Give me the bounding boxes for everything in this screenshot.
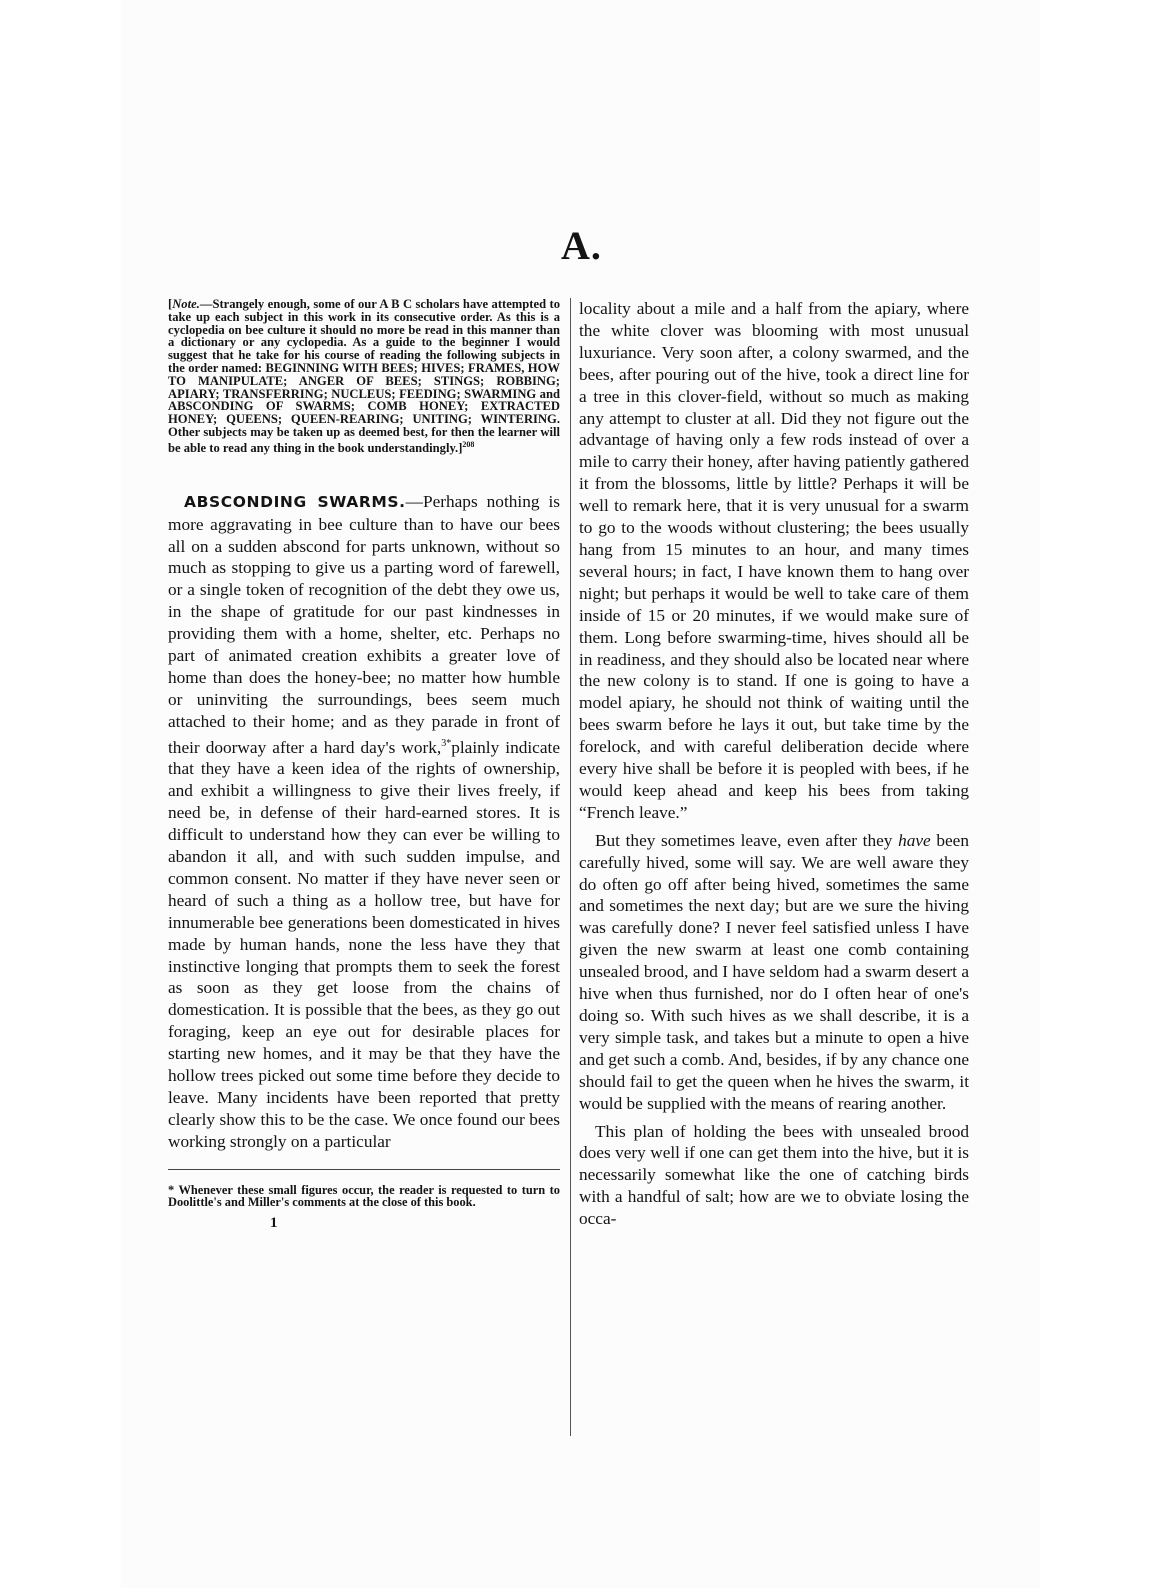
right-column xyxy=(579,298,969,1230)
note-label: Note. xyxy=(172,297,200,311)
editor-note xyxy=(168,298,560,455)
article-left-text xyxy=(168,491,560,1153)
right-paragraph-3: This plan of holding the bees with unsealed brood does very well if one can get them into the hive, but it is necessarily somewhat like the one of catching birds with a handful of salt; how are we to obviate losing the occa- xyxy=(579,1121,969,1229)
article-heading: ABSCONDING SWARMS. xyxy=(184,492,406,511)
article-text-part2: plainly indicate that they have a keen idea of the rights of ownership, and exhibit a willingness to give their lives freely, if need be, in defense of their hard-earned stores. It is difficult to understand how they can ever be willing to abandon it all, and with such sudden impulse, and common consent. No matter if they have never seen or heard of such a thing as a hollow tree, but have for innumerable bee generations been domesticated in hives made by human hands, none the less have they that instinctive longing that prompts them to seek the forest as soon as they get loose from the chains of domestication. It is possible that the bees, as they go out foraging, keep an eye out for desirable places for starting new homes, and it may be that they have the hollow trees picked out some time before they decide to leave. Many incidents have been reported that pretty clearly show this to be the case. We once found our bees working strongly on a particular xyxy=(168,737,560,1151)
section-letter-heading: A. xyxy=(561,223,602,268)
note-open-bracket: [ xyxy=(168,297,173,311)
note-reference: 208 xyxy=(462,439,475,449)
footnote-divider xyxy=(168,1169,560,1170)
right-paragraph-2-emphasis: have xyxy=(898,830,931,850)
column-divider xyxy=(570,298,571,1436)
page-number: 1 xyxy=(270,1214,278,1231)
comment-reference-mark: 3* xyxy=(441,737,452,749)
right-paragraph-2-rest: been carefully hived, some will say. We are well aware they do often go off after being hived, sometimes the same and sometimes the next day; but are we sure the hiving was carefully done? I never feel satisfied unless I have given the new swarm at least one comb containing unsealed brood, and I have seldom had a swarm desert a hive when thus furnished, nor do I often hear of one's doing so. With such hives as we shall describe, it is a very simple task, and takes but a minute to open a hive and get such a comb. And, besides, if by any chance one should fail to get the queen when he hives the swarm, it would be supplied with the means of rearing another. xyxy=(579,830,969,1113)
right-paragraph-2 xyxy=(579,830,969,1115)
footnote: * Whenever these small figures occur, the reader is requested to turn to Doolittle's and Miller's comments at the close of this book. xyxy=(168,1182,560,1210)
right-paragraph-2-start: But they sometimes leave, even after they xyxy=(595,830,899,850)
note-text: —Strangely enough, some of our A B C scholars have attempted to take up each subject in this work in its consecutive order. As this is a cyclopedia on bee culture it should no more be read in this manner than a dictionary or any cyclopedia. As a guide to the beginner I would suggest that he take for his course of reading the following subjects in the order named: BEGINNING WITH BEES; HIVES; FRAMES, HOW TO MANIPULATE; ANGER OF BEES; STINGS; ROBBING; APIARY; TRANSFERRING; NUCLEUS; FEEDING; SWARMING and ABSCONDING OF SWARMS; COMB HONEY; EXTRACTED HONEY; QUEENS; QUEEN-REARING; UNITING; WINTERING. Other subjects may be taken up as deemed best, for then the learner will be able to read any thing in the book understandingly.] xyxy=(168,297,560,455)
article-text-part1: —Perhaps nothing is more aggravating in bee culture than to have our bees all on a sudden abscond for parts unknown, without so much as stopping to give us a parting word of farewell, or a single token of recognition of the debt they owe us, in the shape of gratitude for our past kindnesses in providing them with a home, shelter, etc. Perhaps no part of animated creation exhibits a greater love of home than does the honey-bee; no matter how humble or uninviting the surroundings, bees seem much attached to their home; and as they parade in front of their doorway after a hard day's work, xyxy=(168,491,560,757)
left-column xyxy=(168,298,560,1232)
right-paragraph-1: locality about a mile and a half from the apiary, where the white clover was blooming with most unusual luxuriance. Very soon after, a colony swarmed, and the bees, after pouring out of the hive, took a direct line for a tree in this clover-field, without so much as making any attempt to cluster at all. Did they not figure out the advantage of having only a few rods instead of over a mile to carry their honey, after having patiently gathered it from the blossoms, little by little? Perhaps it will be well to remark here, that it is very unusual for a swarm to go to the woods without clustering; the bees usually hang from 15 minutes to an hour, and many times several hours; in fact, I have known them to hang over night; but perhaps it would be well to take care of them inside of 15 or 20 minutes, if we would make sure of them. Long before swarming-time, hives should all be in readiness, and they should also be located near where the new colony is to stand. If one is going to have a model apiary, he should not think of waiting until the bees swarm before he lays it out, but take time by the forelock, and with careful deliberation decide where every hive shall be before it is peopled with bees, if he would keep ahead and keep his bees from taking “French leave.” xyxy=(579,299,969,822)
